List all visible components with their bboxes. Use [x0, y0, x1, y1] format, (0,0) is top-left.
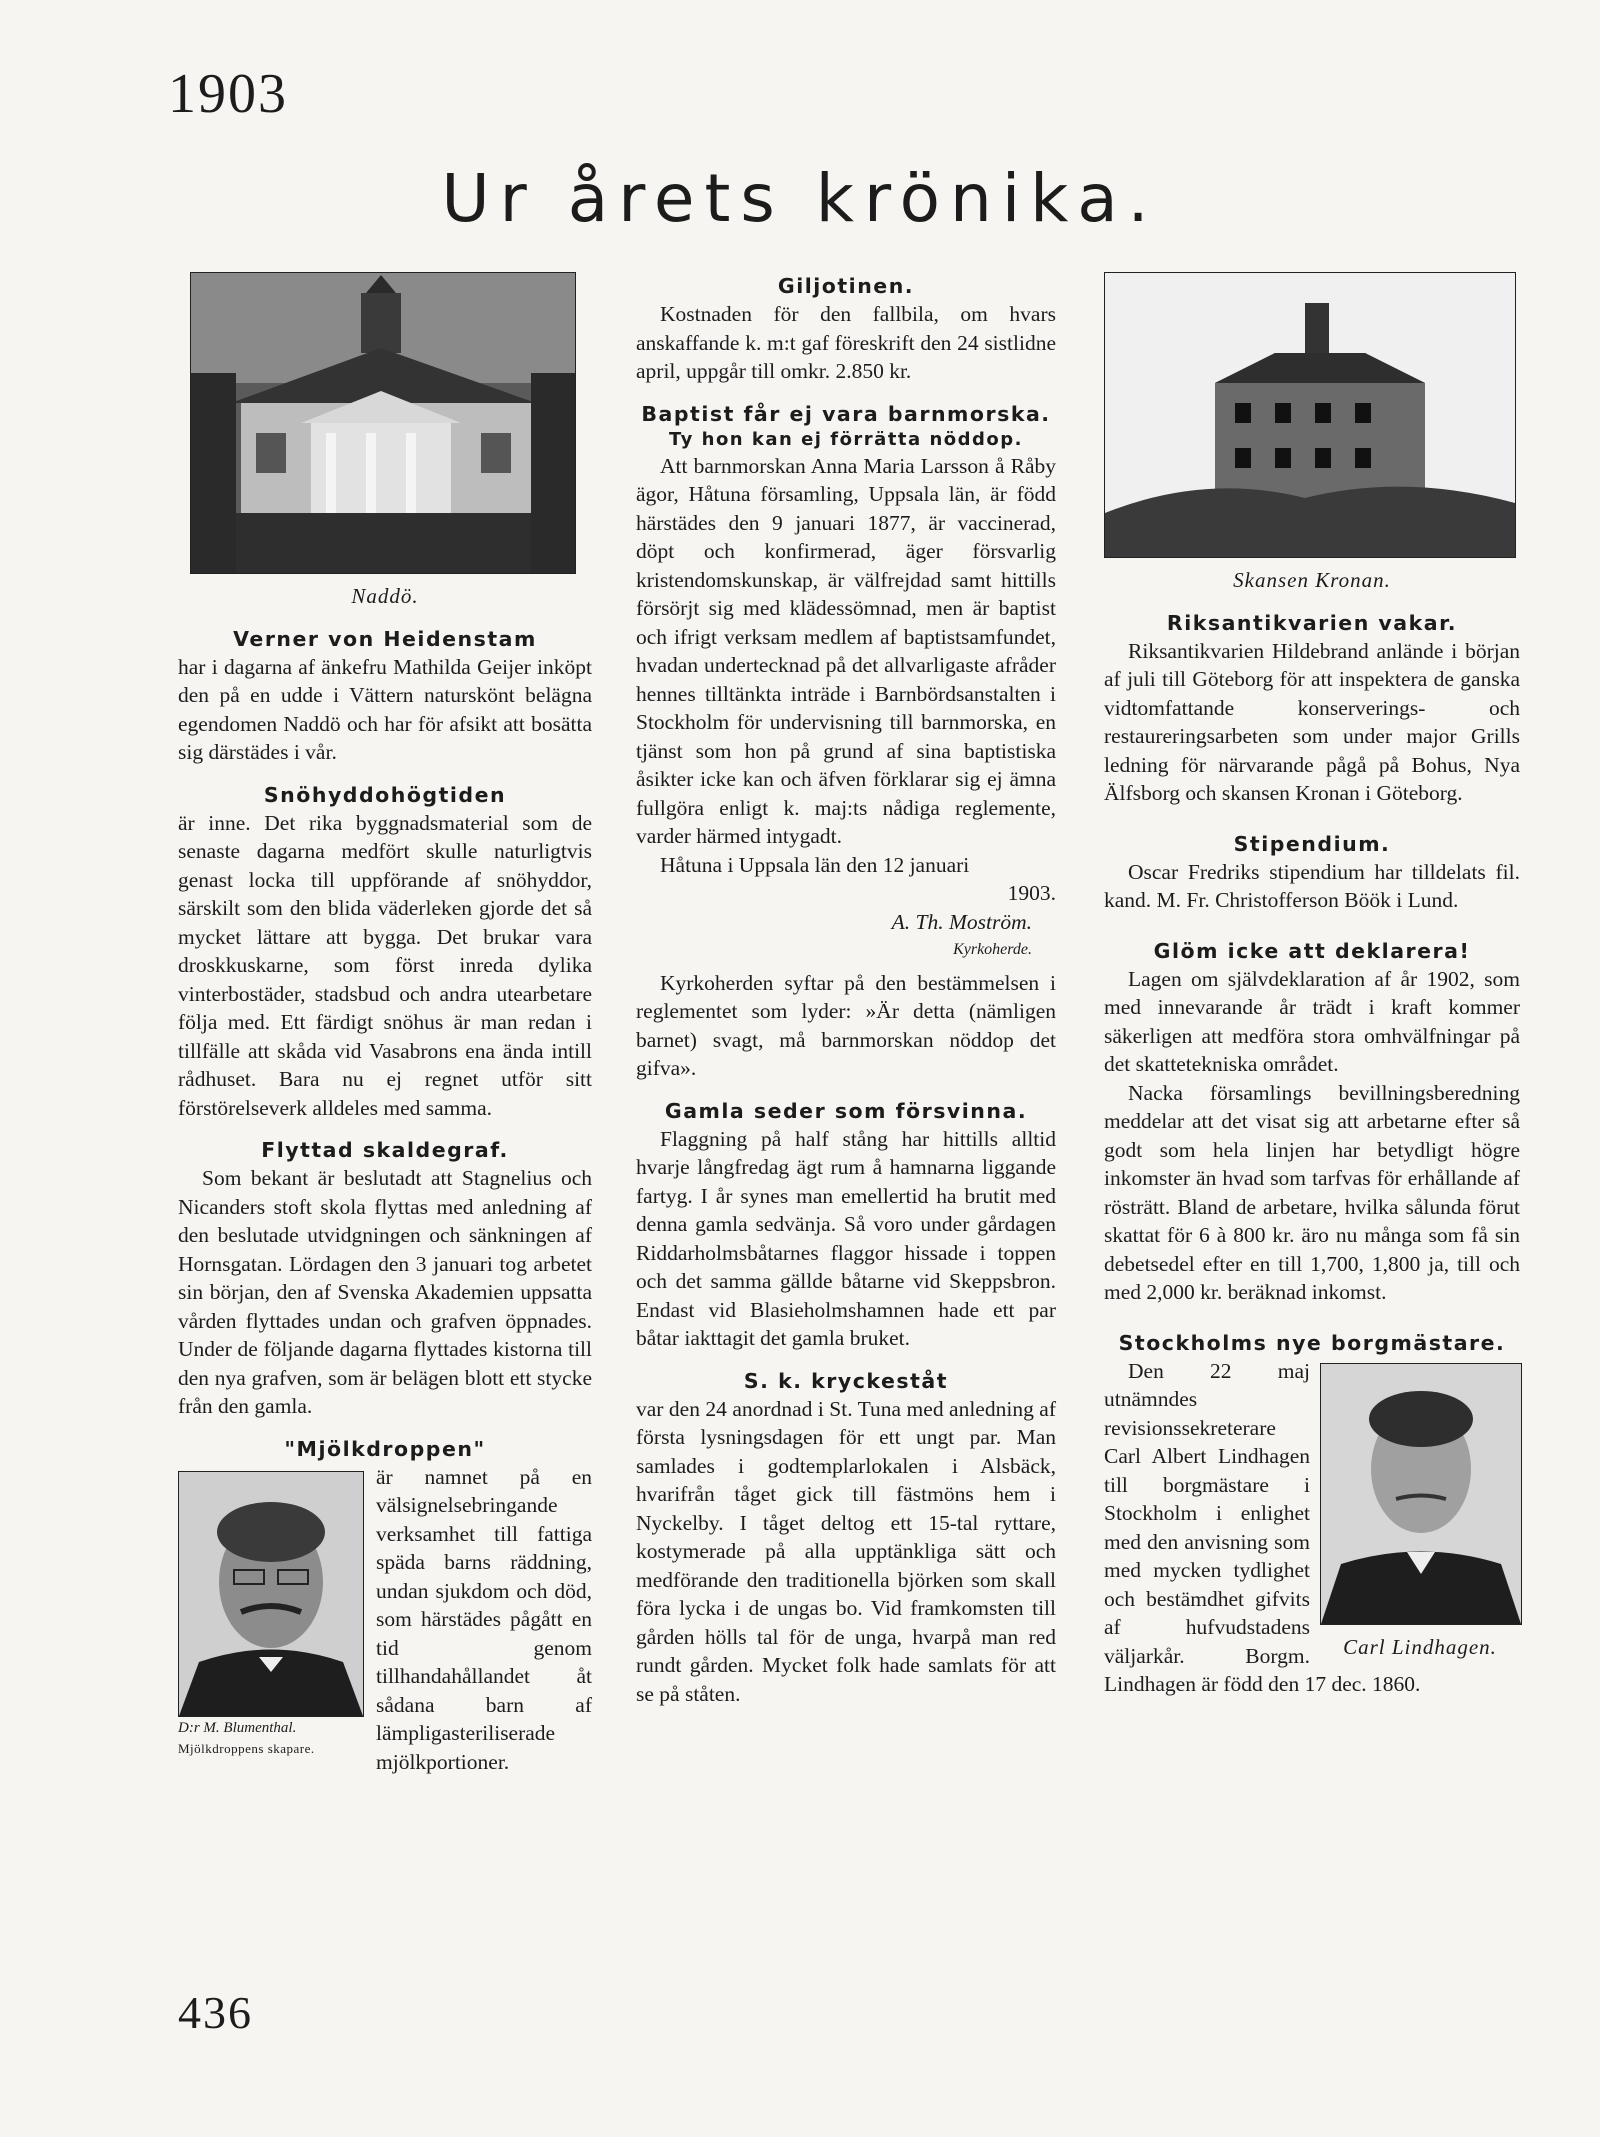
heading-skaldegraf: Flyttad skaldegraf.: [261, 1138, 509, 1162]
text-mjolkdroppen: är namnet på en välsignelsebringande verksamhet till fattiga späda barns räddning, undan sjukdom och död, som härstädes pågått en tid genom tillhandahållandet åt sådana barn af lämpligasteriliserade mjölkportioner.: [376, 1464, 592, 1774]
text-riksantikvarien: Riksantikvarien Hildebrand anlände i början af juli till Göteborg för att inspektera de ganska vidtomfattande konserverings- och restaureringsarbeten som under major Grills ledning för närvarande pågå på Bohus, Nya Älfsborg och skansen Kronan i Göteborg.: [1104, 638, 1520, 805]
blumenthal-portrait: [178, 1471, 364, 1717]
skansen-kronan-photo: [1104, 272, 1516, 558]
lindhagen-portrait: [1320, 1363, 1522, 1625]
column-2: [636, 272, 1056, 1708]
subheading-baptist: Ty hon kan ej förrätta nöddop.: [668, 428, 1023, 450]
heading-giljotinen: Giljotinen.: [777, 274, 915, 298]
heading-kryckestat: S. k. kryckeståt: [743, 1368, 949, 1393]
signature-name: A. Th. Moström.: [891, 909, 1032, 934]
skansen-caption: Skansen Kronan.: [1233, 568, 1391, 592]
portrait-image: [179, 1472, 363, 1716]
text-snohydda: är inne. Det rika byggnadsmaterial som de senaste dagarna medfört skulle naturligtvis genast locka till uppförande af snöhyddor, särskilt som den blida väderleken gjorde det så mycket lättare att bygga. Det brukar vara droskkuskarne, som först inreda dylika vinterbostäder, stadsbud och andra utearbetare följa med. Ett färdigt snöhus är man redan i tillfälle att skåda vid Vasabrons ena ända intill rådhuset. Bara nu ej regnet utför sitt förstörelseverk alldeles med samma.: [178, 810, 592, 1120]
lindhagen-portrait-block: [1320, 1363, 1520, 1662]
heading-stipendium: Stipendium.: [1233, 831, 1391, 856]
heading-heidenstam: Verner von Heidenstam: [233, 626, 537, 651]
column-1: [178, 272, 592, 1776]
heading-riksantikvarien: Riksantikvarien vakar.: [1166, 610, 1458, 635]
text-kryckestat: var den 24 anordnad i St. Tuna med anledning af första lysningsdagen för ett ungt par. Man samlades i godtemplarlokalen i Alsbäck, hvarifrån tåget gick till fästmöns hem i Nyckelby. I tåget deltog ett 15-tal ryttare, kostymerade på alla upptänkliga sätt och medförande den traditionella björken som skall föra lycka i de ungas bo. Vid framkomsten till gården hölls tal för de unga, hvarpå man red rundt gården. Mycket folk hade samlats för att se på ståten.: [636, 1396, 1056, 1706]
blumenthal-subcaption: Mjölkdroppens skapare.: [178, 1740, 315, 1756]
text-baptist-place: Håtuna i Uppsala län den 12 januari: [660, 852, 970, 877]
text-baptist-year: 1903.: [1007, 881, 1056, 905]
text-deklarera: Lagen om självdeklaration af år 1902, som med innevarande år trädt i kraft kommer säkerligen att medföra stora omhvälfningar på det skattetekniska området.: [1104, 966, 1520, 1076]
text-kyrkoherden: Kyrkoherden syftar på den bestämmelsen i reglementet som lyder: »Är detta (nämligen barnet) svagt, må barnmorskan nöddop det gifva».: [636, 970, 1056, 1080]
signature-title: Kyrkoherde.: [953, 941, 1032, 958]
page-title: Ur årets krönika.: [441, 160, 1159, 237]
fortress-image: [1105, 273, 1515, 557]
column-3: [1104, 272, 1520, 1699]
manor-house-image: [191, 273, 575, 573]
text-gamla-seder: Flaggning på half stång har hittills alltid hvarje långfredag ägt rum å hamnarna liggande fartyg. I år synes man emellertid ha brutit med denna gamla sedvänja. Så voro under gårdagen Riddarholmsbåtarnes flaggor hissade i toppen och det samma gällde båtarne vid Skeppsbron. Endast vid Blasieholmshamnen hade ett par båtar iakttagit det gamla bruket.: [636, 1126, 1056, 1350]
portrait-image: [1321, 1364, 1521, 1624]
lindhagen-caption: Carl Lindhagen.: [1343, 1634, 1497, 1659]
heading-snohydda: Snöhyddohögtiden: [263, 782, 507, 807]
text-borgmastare: Den 22 maj utnämndes revisionssekreterare Carl Albert Lindhagen till borgmästare i Stockholm i enlighet med den anvisning som med mycken tydlighet och bestämdhet gifvits af hufvudstadens väljarkår. Borgm. Lindhagen är född den 17 dec. 1860.: [1104, 1358, 1421, 1696]
heading-gamla-seder: Gamla seder som försvinna.: [664, 1098, 1028, 1123]
blumenthal-portrait-block: [178, 1471, 362, 1759]
text-heidenstam: har i dagarna af änkefru Mathilda Geijer inköpt den på en udde i Vättern naturskönt belägna egendomen Naddö och har för afsikt att bosätta sig därstädes i vår.: [178, 654, 592, 764]
text-baptist: Att barnmorskan Anna Maria Larsson å Råby ägor, Håtuna församling, Uppsala län, är född härstädes den 9 januari 1877, är vaccinerad, döpt och konfirmerad, äger försvarlig kristendomskunskap, är välfrejdad samt hittills försörjt sig med klädessömnad, men är baptist och ifrigt verksam medlem af baptistsamfundet, hvadan undertecknad på det allvarligaste afråder hennes tilltänkta inträde i Barnbördsanstalten i Stockholm för undervisning till barnmorska, en tjänst som hon på grund af sina baptistiska åsikter icke kan och äfven förklarar sig ej ämna fullgöra enligt k. maj:ts nådiga reglemente, varder härmed intygadt.: [636, 453, 1056, 848]
text-nacka: Nacka församlings bevillningsberedning meddelar att det visat sig att arbetarne efter så godt som hela linjen har betydligt högre inkomster än hvad som tarfvas för erhållande af rösträtt. Bland de arbetare, hvilka sålunda förut skattat för 6 à 800 kr. äro nu många som få sin debetsedel efter en till 1,700, 1,800 ja, till och med 2,000 kr. beräknad inkomst.: [1104, 1080, 1520, 1304]
naddo-caption: Naddö.: [351, 584, 419, 608]
text-skaldegraf: Som bekant är beslutadt att Stagnelius och Nicanders stoft skola flyttas med anledning af den beslutade utvidgningen och sänkningen af Hornsgatan. Lördagen den 3 januari tog arbetet sin början, den af Svenska Akademien uppsatta vården flyttades undan och grafven öppnades. Under de följande dagarna flyttades kistorna till den nya grafven, som är belägen blott ett stycke från den gamla.: [178, 1166, 592, 1418]
heading-baptist: Baptist får ej vara barnmorska.: [641, 401, 1051, 426]
heading-mjolkdroppen: "Mjölkdroppen": [284, 1436, 486, 1461]
page-number: 436: [178, 1987, 253, 2038]
year-heading: 1903: [168, 63, 288, 125]
text-giljotinen: Kostnaden för den fallbila, om hvars anskaffande k. m:t gaf föreskrift den 24 sistlidne april, uppgår till omkr. 2.850 kr.: [636, 302, 1056, 383]
naddo-photo: [190, 272, 576, 574]
heading-deklarera: Glöm icke att deklarera!: [1153, 938, 1471, 963]
heading-borgmastare: Stockholms nye borgmästare.: [1118, 1330, 1506, 1355]
blumenthal-caption: D:r M. Blumenthal.: [178, 1719, 297, 1736]
text-stipendium: Oscar Fredriks stipendium har tilldelats fil. kand. M. Fr. Christofferson Böök i Lund.: [1104, 859, 1520, 912]
